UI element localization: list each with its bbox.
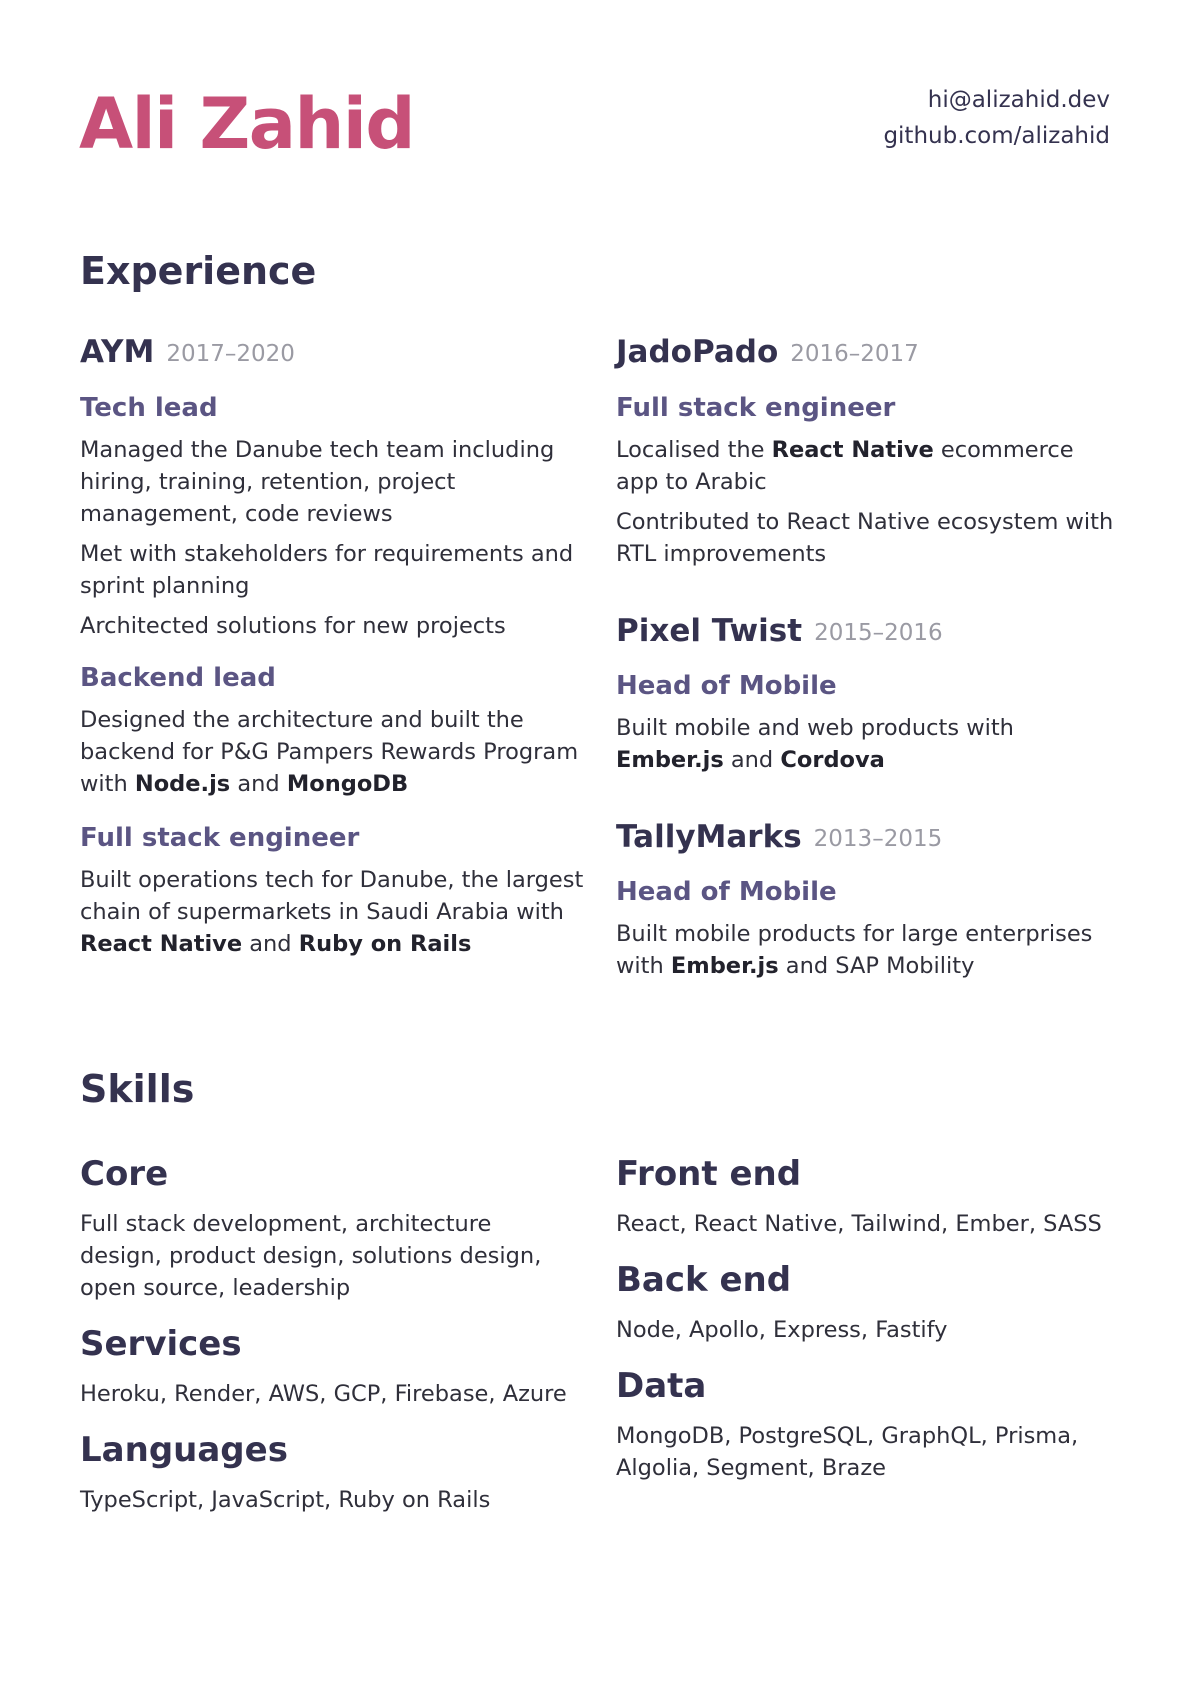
role-title: Head of Mobile [616, 671, 837, 701]
company-jadopado [616, 333, 919, 374]
skill-list: Node, Apollo, Express, Fastify [616, 1317, 948, 1343]
role-description: Built mobile products for large enterprises with Ember.js and SAP Mobility [616, 921, 1093, 979]
company-aym [80, 333, 295, 374]
tech-highlight: React Native [80, 931, 243, 957]
role-description: Managed the Danube tech team including hiring, training, retention, project management, code reviews [80, 437, 555, 527]
skill-list: React, React Native, Tailwind, Ember, SASS [616, 1211, 1102, 1237]
role-title: Full stack engineer [616, 393, 896, 423]
tech-highlight: React Native [771, 437, 934, 463]
company-years: 2017–2020 [166, 341, 295, 367]
candidate-name: Ali Zahid [79, 83, 414, 165]
skill-category-frontend: Front end [616, 1154, 802, 1194]
tech-highlight: Ruby on Rails [298, 931, 472, 957]
skill-list: Heroku, Render, AWS, GCP, Firebase, Azure [80, 1381, 567, 1407]
tech-highlight: Cordova [780, 747, 885, 773]
role-description: Designed the architecture and built the backend for P&G Pampers Rewards Program with Node.js and MongoDB [80, 707, 579, 797]
role-title: Tech lead [80, 393, 218, 423]
role-title: Backend lead [80, 663, 276, 693]
role-title: Head of Mobile [616, 877, 837, 907]
email-link[interactable]: hi@alizahid.dev [927, 87, 1110, 113]
company-tallymarks [616, 818, 942, 859]
experience-heading: Experience [80, 249, 317, 293]
skill-category-core: Core [80, 1154, 169, 1194]
company-name: TallyMarks [616, 819, 802, 855]
role-description: Built mobile and web products with Ember.js and Cordova [616, 715, 1014, 773]
role-description: Met with stakeholders for requirements and sprint planning [80, 541, 574, 599]
company-name: JadoPado [616, 334, 779, 370]
role-description: Localised the React Native ecommerce app to Arabic [616, 437, 1074, 495]
role-description: Contributed to React Native ecosystem with RTL improvements [616, 509, 1114, 567]
tech-highlight: Ember.js [670, 953, 779, 979]
skill-list: MongoDB, PostgreSQL, GraphQL, Prisma, Algolia, Segment, Braze [616, 1423, 1079, 1481]
tech-highlight: MongoDB [286, 771, 409, 797]
tech-highlight: Node.js [134, 771, 231, 797]
role-title: Full stack engineer [80, 823, 360, 853]
skill-list: TypeScript, JavaScript, Ruby on Rails [80, 1487, 491, 1513]
role-description: Architected solutions for new projects [80, 613, 506, 639]
tech-highlight: Ember.js [616, 747, 724, 773]
github-link[interactable]: github.com/alizahid [883, 123, 1110, 149]
skills-heading: Skills [80, 1067, 195, 1111]
company-years: 2016–2017 [790, 341, 919, 367]
company-name: AYM [80, 334, 155, 370]
skill-category-languages: Languages [80, 1430, 288, 1470]
skill-category-services: Services [80, 1324, 242, 1364]
skill-category-backend: Back end [616, 1260, 792, 1300]
company-name: Pixel Twist [616, 613, 803, 649]
skill-list: Full stack development, architecture design, product design, solutions design, open source, leadership [80, 1211, 542, 1301]
company-years: 2013–2015 [813, 826, 943, 852]
role-description: Built operations tech for Danube, the largest chain of supermarkets in Saudi Arabia with React Native and Ruby on Rails [80, 867, 584, 957]
company-pixel-twist [616, 612, 943, 653]
skill-category-data: Data [616, 1366, 707, 1406]
company-years: 2015–2016 [814, 620, 943, 646]
